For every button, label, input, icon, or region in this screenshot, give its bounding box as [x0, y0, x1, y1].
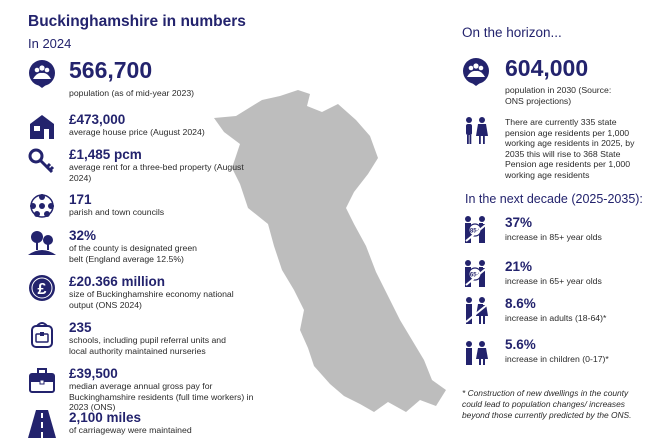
pound-coin-icon — [28, 274, 56, 302]
page-subtitle: In 2024 — [28, 36, 72, 51]
community-circle-icon — [28, 192, 56, 220]
stat-desc: increase in 65+ year olds — [505, 276, 602, 286]
stat-desc: There are currently 335 state pension age residents per 1,000 working age residents in 2025, by 2035 this will rise to 368 State Pension age residents per 1,000 working age residents — [505, 117, 635, 180]
stat-desc: average rent for a three-bed property (August 2024) — [69, 162, 244, 183]
stat-desc: population in 2030 (Source: ONS projections) — [505, 85, 612, 106]
stat-schools — [28, 320, 238, 356]
stat-value: £1,485 pcm — [69, 147, 142, 162]
decade-item-adults — [462, 296, 622, 326]
people-pin-icon — [28, 60, 56, 88]
key-icon — [28, 147, 56, 175]
svg-text:85+: 85+ — [469, 228, 481, 235]
stat-desc: median average annual gross pay for Buckinghamshire residents (full time workers) in 2023 (ONS) — [69, 381, 254, 413]
stat-population — [28, 57, 218, 104]
stat-pay — [28, 366, 254, 413]
stat-value: 32% — [69, 228, 97, 243]
stat-value: 566,700 — [69, 57, 153, 83]
svg-text:65+: 65+ — [469, 272, 481, 279]
stat-desc: increase in children (0-17)* — [505, 354, 609, 364]
svg-text:£: £ — [37, 281, 47, 298]
stat-desc: population (as of mid-year 2023) — [69, 88, 195, 98]
stat-economy — [28, 274, 234, 310]
age-85-increase-icon — [462, 215, 490, 243]
horizon-population — [462, 55, 632, 106]
stat-desc: parish and town councils — [69, 207, 165, 217]
school-bag-icon — [28, 320, 56, 348]
stat-green-belt — [28, 228, 208, 266]
stat-value: 21% — [505, 259, 533, 274]
stat-value: 604,000 — [505, 55, 589, 81]
stat-desc: size of Buckinghamshire economy national output (ONS 2024) — [69, 289, 234, 310]
stat-value: 5.6% — [505, 337, 536, 352]
stat-roads — [28, 410, 228, 435]
stat-value: 37% — [505, 215, 533, 230]
stat-desc: schools, including pupil referral units and local authority maintained nurseries — [69, 335, 226, 356]
stat-value: £39,500 — [69, 366, 118, 381]
stat-value: 171 — [69, 192, 92, 207]
house-icon — [28, 112, 56, 140]
elderly-couple-icon — [462, 116, 490, 144]
stat-value: 235 — [69, 320, 92, 335]
stat-rent — [28, 147, 244, 183]
horizon-pension — [462, 116, 642, 184]
trees-icon — [28, 228, 56, 256]
stat-desc: average house price (August 2024) — [69, 127, 205, 137]
stat-desc: increase in adults (18-64)* — [505, 313, 607, 323]
children-icon — [462, 337, 490, 365]
adults-increase-icon — [462, 296, 490, 324]
stat-desc: of carriageway were maintained — [69, 425, 192, 435]
footnote: * Construction of new dwellings in the county could lead to population changes/ increases beyond those currently predicted by the ONS. — [462, 388, 632, 420]
stat-desc: increase in 85+ year olds — [505, 232, 602, 242]
decade-title: In the next decade (2025-2035): — [465, 192, 643, 206]
road-icon — [28, 410, 56, 438]
people-pin-icon — [462, 58, 490, 86]
stat-desc: of the county is designated green belt (England average 12.5%) — [69, 243, 197, 264]
decade-item-65 — [462, 259, 622, 289]
briefcase-icon — [28, 366, 56, 394]
decade-item-85 — [462, 215, 622, 245]
page-title: Buckinghamshire in numbers — [28, 13, 246, 30]
stat-value: 8.6% — [505, 296, 536, 311]
decade-item-children — [462, 337, 622, 367]
stat-value: 2,100 miles — [69, 410, 142, 425]
stat-value: £473,000 — [69, 112, 126, 127]
horizon-title: On the horizon... — [462, 25, 562, 40]
age-65-increase-icon — [462, 259, 490, 287]
stat-house-price — [28, 112, 218, 140]
stat-value: £20.366 million — [69, 274, 166, 289]
stat-councils — [28, 192, 218, 220]
